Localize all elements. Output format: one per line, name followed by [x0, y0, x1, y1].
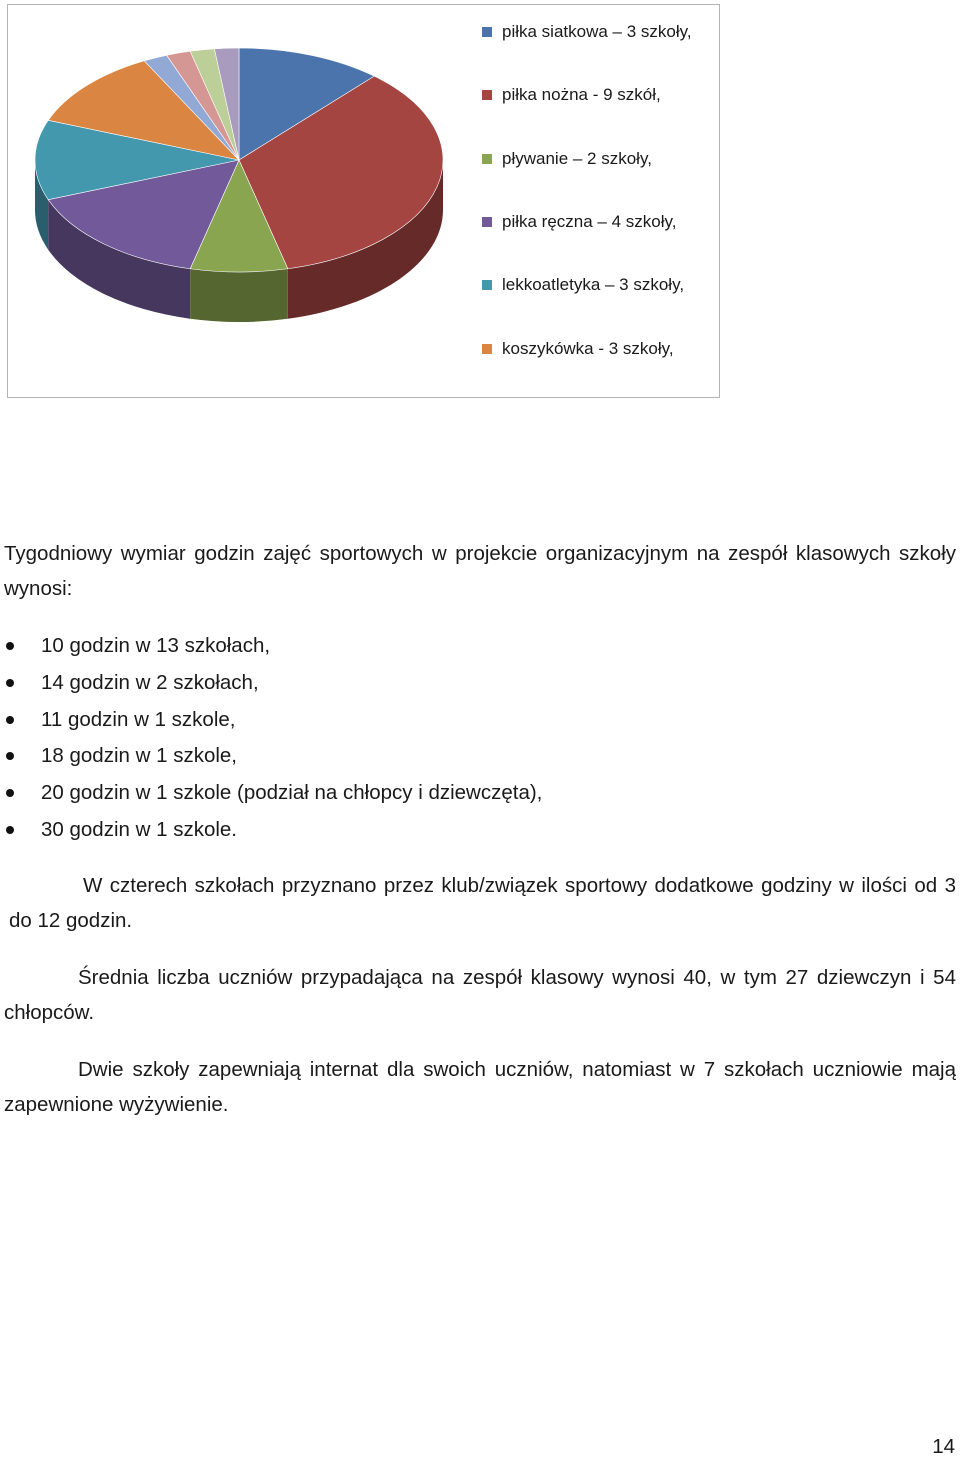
- hours-intro-paragraph: Tygodniowy wymiar godzin zajęć sportowych w projekcie organizacyjnym na zespół klasowych szkoły wynosi:: [4, 542, 956, 600]
- legend-item-lekkoatletyka: [480, 272, 716, 298]
- hours-item-text: 30 godzin w 1 szkole.: [41, 817, 238, 841]
- legend-label-koszykowka: koszykówka - 3 szkoły,: [502, 339, 674, 358]
- internet-paragraph: Dwie szkoły zapewniają internat dla swoich uczniów, natomiast w 7 szkołach uczniowie mają zapewnione wyżywienie.: [4, 1058, 956, 1116]
- bullet-icon: [6, 789, 14, 797]
- bullet-icon: [6, 826, 14, 834]
- hours-list-item: [4, 702, 542, 739]
- hours-list: [4, 628, 542, 849]
- legend-label-plywanie: pływanie – 2 szkoły,: [502, 149, 652, 168]
- bullet-icon: [6, 642, 14, 650]
- bullet-icon: [6, 716, 14, 724]
- hours-list-item: [4, 775, 542, 812]
- legend-label-reczna: piłka ręczna – 4 szkoły,: [502, 212, 677, 231]
- legend-label-siatkowa: piłka siatkowa – 3 szkoły,: [502, 22, 692, 41]
- hours-list-item: [4, 738, 542, 775]
- legend-swatch-siatkowa: [482, 27, 492, 37]
- legend-label-nozna: piłka nożna - 9 szkół,: [502, 85, 661, 104]
- legend-swatch-lekkoatletyka: [482, 280, 492, 290]
- legend-item-siatkowa: [480, 19, 716, 45]
- hours-list-item: [4, 628, 542, 665]
- bullet-icon: [6, 752, 14, 760]
- pie-slice-side: [190, 269, 288, 322]
- hours-item-text: 20 godzin w 1 szkole (podział na chłopcy i dziewczęta),: [41, 781, 543, 805]
- hours-item-text: 18 godzin w 1 szkole,: [41, 744, 238, 768]
- legend-swatch-plywanie: [482, 154, 492, 164]
- students-paragraph: Średnia liczba uczniów przypadająca na zespół klasowy wynosi 40, w tym 27 dziewczyn i 54 chłopców.: [4, 966, 956, 1024]
- legend-swatch-koszykowka: [482, 344, 492, 354]
- page-number: 14: [932, 1435, 955, 1458]
- legend-swatch-reczna: [482, 217, 492, 227]
- hours-item-text: 10 godzin w 13 szkołach,: [41, 634, 271, 657]
- legend-item-reczna: [480, 209, 716, 235]
- hours-item-text: 14 godzin w 2 szkołach,: [41, 670, 259, 694]
- legend-item-koszykowka: [480, 336, 716, 362]
- hours-list-item: [4, 665, 542, 702]
- bullet-icon: [6, 679, 14, 687]
- extra-hours-paragraph: W czterech szkołach przyznano przez klub/związek sportowy dodatkowe godziny w ilości od 3 do 12 godzin.: [9, 874, 956, 932]
- legend-label-lekkoatletyka: lekkoatletyka – 3 szkoły,: [502, 275, 685, 294]
- pie-chart: [8, 5, 478, 335]
- hours-item-text: 11 godzin w 1 szkole,: [41, 707, 236, 731]
- pie-chart-frame: [7, 4, 720, 398]
- legend-swatch-nozna: [482, 90, 492, 100]
- legend-item-plywanie: [480, 146, 716, 172]
- hours-list-item: [4, 812, 542, 849]
- legend-item-nozna: [480, 82, 716, 108]
